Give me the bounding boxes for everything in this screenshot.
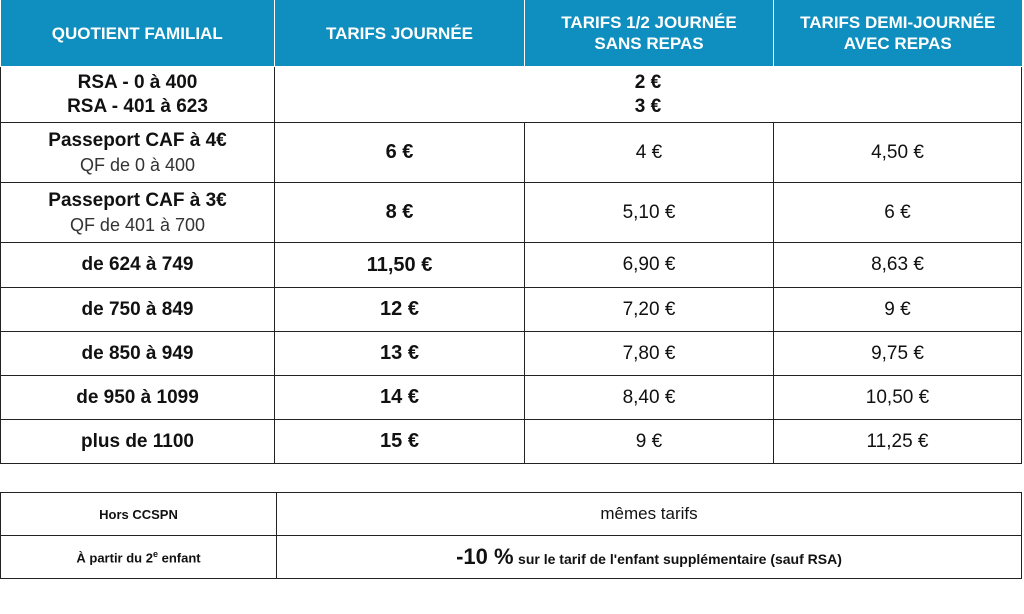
tarif-demi-sans-repas-cell: 8,40 € <box>525 376 774 420</box>
tarif-demi-sans-repas-cell: 7,80 € <box>525 332 774 376</box>
tarif-journee-cell: 12 € <box>275 288 525 332</box>
extras-table <box>0 492 1022 579</box>
discount-value: -10 % <box>456 544 514 569</box>
table-row-rsa <box>1 67 1022 123</box>
table-row <box>1 376 1022 420</box>
quotient-label: de 850 à 949 <box>81 342 194 364</box>
rsa-price: 3 € <box>634 95 662 117</box>
rsa-prices-cell <box>275 67 1022 123</box>
second-child-value <box>277 536 1022 579</box>
quotient-sublabel: QF de 0 à 400 <box>79 154 196 175</box>
quotient-cell <box>1 123 275 183</box>
tarif-journee-cell: 14 € <box>275 376 525 420</box>
table-row <box>1 123 1022 183</box>
quotient-cell <box>1 420 275 464</box>
tarif-journee-cell: 13 € <box>275 332 525 376</box>
tarif-journee-cell: 8 € <box>275 183 525 243</box>
second-child-label <box>1 536 277 579</box>
hors-ccspn-value: mêmes tarifs <box>277 493 1022 536</box>
header-line: AVEC REPAS <box>843 34 952 53</box>
tarif-demi-sans-repas-cell: 4 € <box>525 123 774 183</box>
quotient-label: plus de 1100 <box>80 430 194 452</box>
tarif-demi-sans-repas-cell: 5,10 € <box>525 183 774 243</box>
table-row <box>1 243 1022 288</box>
quotient-label: Passeport CAF à 4€ <box>48 129 227 151</box>
tarif-demi-avec-repas-cell: 8,63 € <box>774 243 1022 288</box>
tarif-demi-avec-repas-cell: 4,50 € <box>774 123 1022 183</box>
header-line: SANS REPAS <box>594 34 704 53</box>
extras-row-hors-ccspn <box>1 493 1022 536</box>
quotient-sublabel: QF de 401 à 700 <box>69 214 206 235</box>
tarif-demi-sans-repas-cell: 9 € <box>525 420 774 464</box>
tarif-demi-sans-repas-cell: 6,90 € <box>525 243 774 288</box>
second-child-label-prefix: À partir du 2 <box>76 550 153 566</box>
tarif-demi-avec-repas-cell: 10,50 € <box>774 376 1022 420</box>
rsa-price: 2 € <box>634 71 662 93</box>
table-row <box>1 183 1022 243</box>
quotient-label: de 624 à 749 <box>81 254 194 275</box>
quotient-label: Passeport CAF à 3€ <box>48 189 227 211</box>
header-tarifs-demi-journee-sans-repas <box>525 0 774 67</box>
quotient-cell <box>1 243 275 288</box>
header-line: TARIFS 1/2 JOURNÉE <box>561 13 737 32</box>
discount-detail: sur le tarif de l'enfant supplémentaire (sauf RSA) <box>518 551 842 567</box>
table-row <box>1 332 1022 376</box>
quotient-cell <box>1 376 275 420</box>
rsa-label: RSA - 0 à 400 <box>77 71 198 93</box>
tarif-journee-cell: 15 € <box>275 420 525 464</box>
header-tarifs-demi-journee-avec-repas <box>774 0 1022 67</box>
quotient-label: de 950 à 1099 <box>76 386 199 408</box>
rsa-labels-cell <box>1 67 275 123</box>
header-tarifs-journee: TARIFS JOURNÉE <box>275 0 525 67</box>
hors-ccspn-label: Hors CCSPN <box>1 493 277 536</box>
tarif-demi-avec-repas-cell: 11,25 € <box>774 420 1022 464</box>
tarif-demi-sans-repas-cell: 7,20 € <box>525 288 774 332</box>
table-row <box>1 288 1022 332</box>
tarif-journee-cell: 11,50 € <box>275 243 525 288</box>
tarif-demi-avec-repas-cell: 9,75 € <box>774 332 1022 376</box>
table-row <box>1 420 1022 464</box>
quotient-cell <box>1 183 275 243</box>
quotient-label: de 750 à 849 <box>81 298 194 320</box>
tarif-demi-avec-repas-cell: 6 € <box>774 183 1022 243</box>
second-child-label-suffix: enfant <box>157 550 201 566</box>
extras-row-second-child <box>1 536 1022 579</box>
tarif-demi-avec-repas-cell: 9 € <box>774 288 1022 332</box>
quotient-cell <box>1 332 275 376</box>
second-child-label-sup: e <box>152 548 158 559</box>
tarif-journee-cell: 6 € <box>275 123 525 183</box>
quotient-cell <box>1 288 275 332</box>
table-header-row <box>1 0 1022 67</box>
header-quotient-familial: QUOTIENT FAMILIAL <box>1 0 275 67</box>
header-line: TARIFS DEMI-JOURNÉE <box>800 13 996 32</box>
rsa-label: RSA - 401 à 623 <box>67 95 208 117</box>
